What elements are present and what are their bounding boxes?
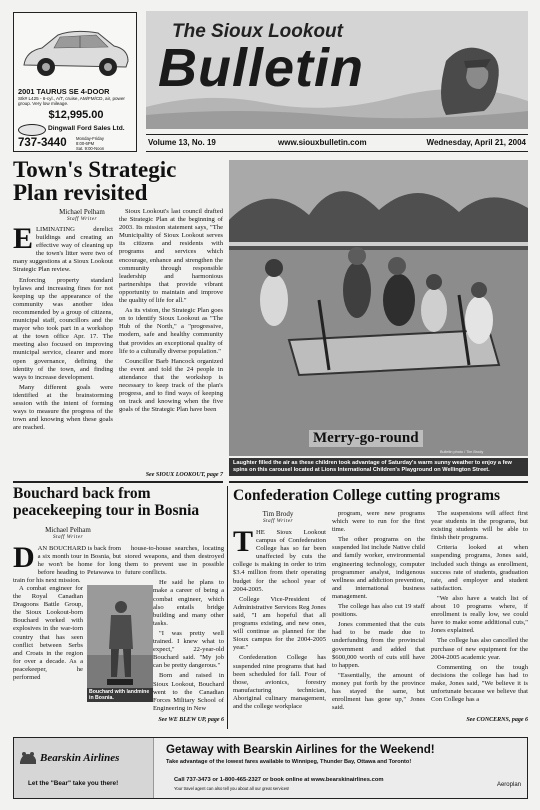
photo-scene [229,160,528,456]
story1-dropcap: E [13,222,34,255]
story1-headline: Town's Strategic Plan revisited [13,157,177,205]
paragraph: The college has also cancelled the purchase of new equipment for the 2004-2005 academic year. [431,637,528,661]
banner-fine-print: Your travel agent can also tell you about all our great services! [174,786,290,791]
story3-author: Tim Brody [262,510,294,518]
volume-number: Volume 13, No. 19 [148,138,216,147]
paragraph: College Vice-President of Administrative Services Reg Jones said, "I am hopeful that all programs existing, and new ones, will continue as planned for the Sioux campus for the 2004-2005 year." [233,595,326,652]
story1-column-2 [119,208,223,416]
car-image [18,21,132,83]
paragraph: "We also have a watch list of about 10 programs where, if enrollment is really low, we could have to make some additional cuts," Jones explained. [431,594,528,635]
ad-phone: 737-3440 [18,137,67,149]
story3-byline [233,510,323,525]
paragraph: The college has also cut 19 staff positions. [332,603,425,619]
story1-byline [42,208,122,223]
paragraph: Commenting on the tough decisions the college has had to make, Jones said, "We believe it is unfortunate because we believe that Con College has a [431,663,528,704]
banner-headline: Getaway with Bearskin Airlines for the Weekend! [166,743,435,756]
photo1-title: Merry-go-round [309,430,423,447]
story2-headline: Bouchard back from peacekeeping tour in Bosnia [13,485,200,519]
bearskin-logo-text: Bearskin Airlines [40,752,120,764]
ad-hours-line: Monday-Friday [76,136,104,141]
story1-author: Michael Pelham [59,208,105,216]
paragraph: Born and raised in Sioux Lookout, Bouchard went to the Canadian Forces Military School of Engineering in New [153,672,224,712]
paragraph: The suspensions will affect first year students in the programs, but existing students will be able to finish their programs. [431,510,528,542]
ad-hours-line: 8:00-6PM [76,140,95,146]
story2-author: Michael Pelham [45,526,91,534]
ford-logo-icon [18,124,46,136]
ad-dealer: Dingwall Ford Sales Ltd. [48,125,125,132]
story3-column-3 [431,510,528,706]
story1-continued-link[interactable]: See SIOUX LOOKOUT, page 7 [145,472,223,478]
story3-dropcap: T [233,525,254,558]
story3-continued-link[interactable]: See CONCERNS, page 6 [466,717,528,723]
story2-byline [13,526,123,541]
photo1-credit: Bulletin photo / Tim Brody [440,450,484,454]
paragraph: Criteria looked at when suspending programs, Jones said, included such things as enrollment, success rate of students, graduation rate, and employer and student satisfaction. [431,544,528,592]
paragraph: A combat engineer for the Royal Canadian Dragoons Battle Group, the Sioux Lookout-born Bouchard worked with explosives in the war-torn country that has seen conflict between Serbs and Croats in the region for over a decade. As a peacekeeper, he performed [13,585,83,682]
bouchard-photo-caption: Bouchard with landmine in Bosnia. [87,688,153,702]
dateline-bar [146,134,528,152]
story1-column-1 [13,222,113,434]
story3-headline: Confederation College cutting programs [233,487,501,504]
paragraph: Councillor Barb Hancock organized the event and told the 24 people in attendance that the workshop is necessary to keep track of the plan's progress, and to find ways of keeping on track and knowing when the five goals of the Strategic Plan have been [119,357,223,414]
ad-description: Stk# L425 - 6-cyl., A/T, cruise, AM/FM/CD, air, power group. Very low mileage. [18,96,125,107]
banner-phone-line: Call 737-3473 or 1-800-465-2327 or book online at www.bearskinairlines.com [174,777,384,783]
paragraph: As its vision, the Strategic Plan goes on to identify Sioux Lookout as "The Hub of the North," a "progressive, modern, safe and healthy community that provides an exceptional quality of life to a culturally diverse population." [119,307,223,355]
website-link[interactable]: www.siouxbulletin.com [278,138,367,147]
paragraph: house-to-house searches, locating stored weapons, and then destroyed them to prevent use in possible future conflicts. [125,545,224,577]
masthead [146,11,528,129]
paragraph: Enforcing property standard bylaws and increasing fines for not keeping up the appearance of the community was another idea recommended by a group of citizens, municipal staff, councillors and the mayor who took part in a workshop at the town office Apr. 17. The meeting also focused on improving municipal service, clearer and more open governance, defining the identity of the town, and finding ways to increase development. [13,276,113,381]
car-ad[interactable] [13,12,137,152]
story2-author-title: Staff Writer [52,534,84,540]
divider [227,486,228,729]
paragraph: Sioux Lookout's last council drafted the Strategic Plan at the beginning of 2003. Its mission statement says, "The Municipality of Sioux Lookout serves its citizens and residents with programs and services which encourage, enhance and strengthen the community through responsible leadership and harmonious partnerships that provide vibrant opportunity to maintain and improve the quality of life for all." [119,208,223,305]
aeroplan-logo: Aeroplan [496,782,521,788]
bear-logo-icon [18,750,38,766]
story2-dropcap: D [13,541,35,574]
ad-title: 2001 TAURUS SE 4-DOOR [18,87,110,96]
paragraph: Confederation College has suspended nine programs that had been scheduled for fall. Four of those, avionics, forestry manufacturing technician, Aboriginal culinary management, and the college workplace [233,654,326,710]
masthead-title: Bulletin [158,38,364,98]
merry-go-round-photo [229,160,528,456]
banner-subtext: Take advantage of the lowest fares available to Winnipeg, Thunder Bay, Ottawa and Toronto! [166,759,412,765]
ad-hours [76,137,104,151]
paragraph: Jones commented that the cuts had to be made due to underfunding from the provincial government and added that $600,000 worth of cuts still have to happen. [332,621,425,669]
story3-author-title: Staff Writer [262,518,294,524]
ad-hours-line: Sat. 9:00-Noon [76,145,105,151]
ad-price: $12,995.00 [48,109,104,121]
paragraph: AN BOUCHARD is back from a six month tour in Bosnia, but he won't be home for long before heading to Petawawa to train for his next mission. [13,545,121,585]
story2-column-1-top [13,541,121,587]
masthead-kicker: The Sioux Lookout [172,21,343,42]
paragraph: "I was pretty well trained. I knew what to expect," 22-year-old Bouchard said. "My job can be pretty dangerous." [153,629,224,670]
divider [13,481,223,483]
paragraph: He said he plans to make a career of being a combat engineer, which also entails bridge building and many other tasks. [153,579,224,627]
paragraph: LIMINATING derelict buildings and creating an effective way of cleaning up the town's litter were two of many suggestions at a Sioux Lookout Strategic Plan review. [13,226,113,274]
story3-column-1 [233,525,326,713]
issue-date: Wednesday, April 21, 2004 [426,138,526,147]
bearskin-banner-ad[interactable] [13,737,528,799]
paragraph: program, were new programs which were to run for the first time. [332,510,425,534]
story2-continued-link[interactable]: See WE BLEW UP, page 6 [158,717,224,723]
story1-author-title: Staff Writer [66,216,98,222]
paragraph: HE Sioux Lookout campus of Confederation College has so far been unaffected by cuts the college is making in order to trim $3.4 million from their operating budget for the school year of 2004-2005. [233,529,326,593]
photo1-caption: Laughter filled the air as these children took advantage of Saturday's warm sunny weather to enjoy a few spins on this carousel located at Lions International Children's Playground on Wellington Street. [229,458,528,476]
story2-column-2 [125,545,224,715]
story3-column-2 [332,510,425,714]
banner-slogan: Let the "Bear" take you there! [28,780,119,787]
divider [229,481,528,483]
story2-column-1-cont [13,585,83,684]
paragraph: "Essentially, the amount of money put forth by the province has stayed the same, but enrollment has gone up," Jones said. [332,671,425,712]
banner-left-panel [14,738,154,798]
paragraph: Many different goals were identified at the brainstorming session with the intent of forming ways to measure the progress of the town and knowing when these goals are reached. [13,383,113,432]
paragraph: The other programs on the suspended list include Native child and family worker, environmental engineering technology, computer programmer analyst, indigenous wellness and addiction prevention, and international business management. [332,536,425,600]
